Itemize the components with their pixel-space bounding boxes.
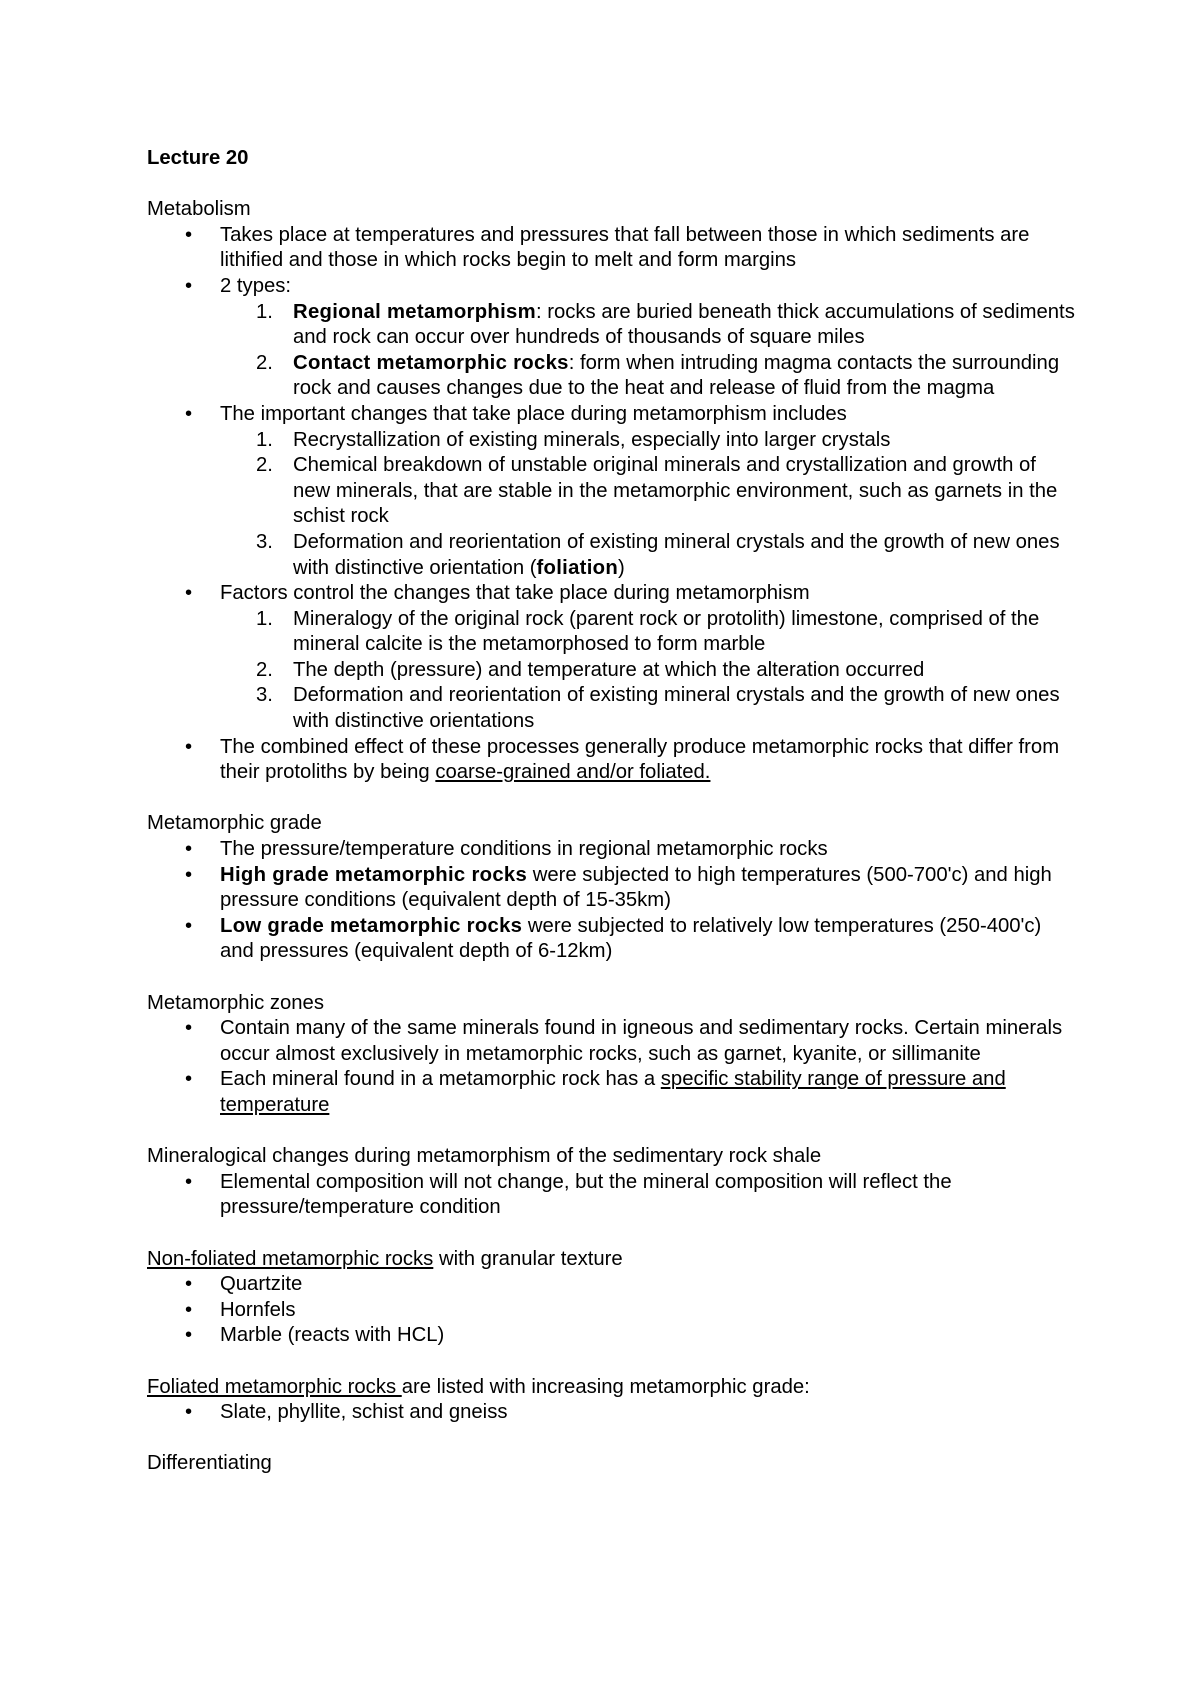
numbered-item: 3. Deformation and reorientation of existing mineral crystals and the growth of new ones with distinctive orientations — [256, 684, 1060, 733]
numbered-item: 2. Chemical breakdown of unstable original minerals and crystallization and growth of new minerals, that are stable in the metamorphic environment, such as garnets in the schist rock — [256, 454, 1058, 528]
section-heading-differentiating: Differentiating — [147, 1452, 272, 1475]
term-high-grade: High grade metamorphic rocks — [220, 863, 528, 886]
list-item: • Marble (reacts with HCL) — [147, 1323, 1077, 1349]
list-item: • Each mineral found in a metamorphic rock has a specific stability range of pressure and temperature — [147, 1067, 1077, 1118]
term-regional-metamorphism: Regional metamorphism — [293, 300, 536, 323]
list-item: • The combined effect of these processes generally produce metamorphic rocks that differ from their protoliths by being coarse-grained and/or foliated. — [147, 735, 1077, 786]
section-heading-nonfoliated: Non-foliated metamorphic rocks with granular texture — [147, 1247, 623, 1270]
term-contact-metamorphic-rocks: Contact metamorphic rocks — [293, 351, 569, 374]
numbered-item: 3. Deformation and reorientation of existing mineral crystals and the growth of new ones with distinctive orientation (foliation) — [256, 530, 1060, 579]
foliated-list — [147, 1400, 1077, 1426]
spacer — [147, 1349, 1077, 1375]
underlined-phrase: coarse-grained and/or foliated. — [435, 761, 711, 784]
spacer — [147, 1426, 1077, 1452]
term-foliation: foliation — [536, 556, 619, 579]
numbered-item: 1. Recrystallization of existing minerals, especially into larger crystals — [256, 428, 891, 451]
spacer — [147, 1221, 1077, 1247]
lecture-title: Lecture 20 — [147, 147, 249, 169]
factors-list — [220, 607, 1077, 735]
spacer — [147, 1119, 1077, 1145]
list-item: • The important changes that take place during metamorphism includes 1. Recrystallization of existing minerals, especially into larger crystals 2. Chemical breakdown of unstable original minerals and crystallization and growth of new minerals, that are stable in the metamorphic environment, such as garnets in the schist rock 3. Deformation and reorientation of existing mineral crystals and the growth of new ones with distinctive orientation (foliation) — [147, 402, 1077, 581]
list-item: • Low grade metamorphic rocks were subjected to relatively low temperatures (250-400'c) and pressures (equivalent depth of 6-12km) — [147, 914, 1077, 965]
list-item: • Quartzite — [147, 1272, 1077, 1298]
list-item: • High grade metamorphic rocks were subjected to high temperatures (500-700'c) and high pressure conditions (equivalent depth of 15-35km) — [147, 863, 1077, 914]
nonfoliated-list — [147, 1272, 1077, 1349]
list-item: • Contain many of the same minerals found in igneous and sedimentary rocks. Certain minerals occur almost exclusively in metamorphic rocks, such as garnet, kyanite, or sillimanite — [147, 1016, 1077, 1067]
spacer — [147, 172, 1077, 198]
list-item: • Hornfels — [147, 1298, 1077, 1324]
section-heading-mineralogical: Mineralogical changes during metamorphism of the sedimentary rock shale — [147, 1145, 822, 1168]
list-item: • 2 types: 1. Regional metamorphism: rocks are buried beneath thick accumulations of sediments and rock can occur over hundreds of thousands of square miles 2. Contact metamorphic rocks: form when intruding magma contacts the surrounding rock and causes changes due to the heat and release of fluid from the magma — [147, 274, 1077, 402]
document-content — [147, 146, 1077, 1477]
list-item: • Factors control the changes that take place during metamorphism 1. Mineralogy of the original rock (parent rock or protolith) limestone, comprised of the mineral calcite is the metamorphosed to form marble 2. The depth (pressure) and temperature at which the alteration occurred 3. Deformation and reorientation of existing mineral crystals and the growth of new ones with distinctive orientations — [147, 581, 1077, 735]
list-item: • The pressure/temperature conditions in regional metamorphic rocks — [147, 837, 1077, 863]
numbered-item: 2. Contact metamorphic rocks: form when intruding magma contacts the surrounding rock and causes changes due to the heat and release of fluid from the magma — [256, 351, 1060, 400]
zones-list — [147, 1016, 1077, 1118]
numbered-item: 2. The depth (pressure) and temperature at which the alteration occurred — [256, 658, 925, 681]
section-heading-zones: Metamorphic zones — [147, 991, 324, 1014]
list-item: • Slate, phyllite, schist and gneiss — [147, 1400, 1077, 1426]
numbered-item: 1. Regional metamorphism: rocks are buried beneath thick accumulations of sediments and rock can occur over hundreds of thousands of square miles — [256, 300, 1075, 349]
list-item: • Elemental composition will not change, but the mineral composition will reflect the pressure/temperature condition — [147, 1170, 1077, 1221]
changes-list — [220, 428, 1077, 582]
numbered-item: 1. Mineralogy of the original rock (parent rock or protolith) limestone, comprised of the mineral calcite is the metamorphosed to form marble — [256, 607, 1040, 656]
section-heading-metabolism: Metabolism — [147, 198, 251, 221]
underlined-phrase: specific stability range of pressure and temperature — [220, 1068, 1006, 1116]
term-low-grade: Low grade metamorphic rocks — [220, 914, 523, 937]
list-item: • Takes place at temperatures and pressures that fall between those in which sediments are lithified and those in which rocks begin to melt and form margins — [147, 223, 1077, 274]
spacer — [147, 786, 1077, 812]
types-list — [220, 300, 1077, 402]
metabolism-list — [147, 223, 1077, 786]
grade-list — [147, 837, 1077, 965]
section-heading-grade: Metamorphic grade — [147, 812, 322, 835]
section-heading-foliated: Foliated metamorphic rocks are listed with increasing metamorphic grade: — [147, 1375, 810, 1398]
spacer — [147, 965, 1077, 991]
mineralogical-list — [147, 1170, 1077, 1221]
